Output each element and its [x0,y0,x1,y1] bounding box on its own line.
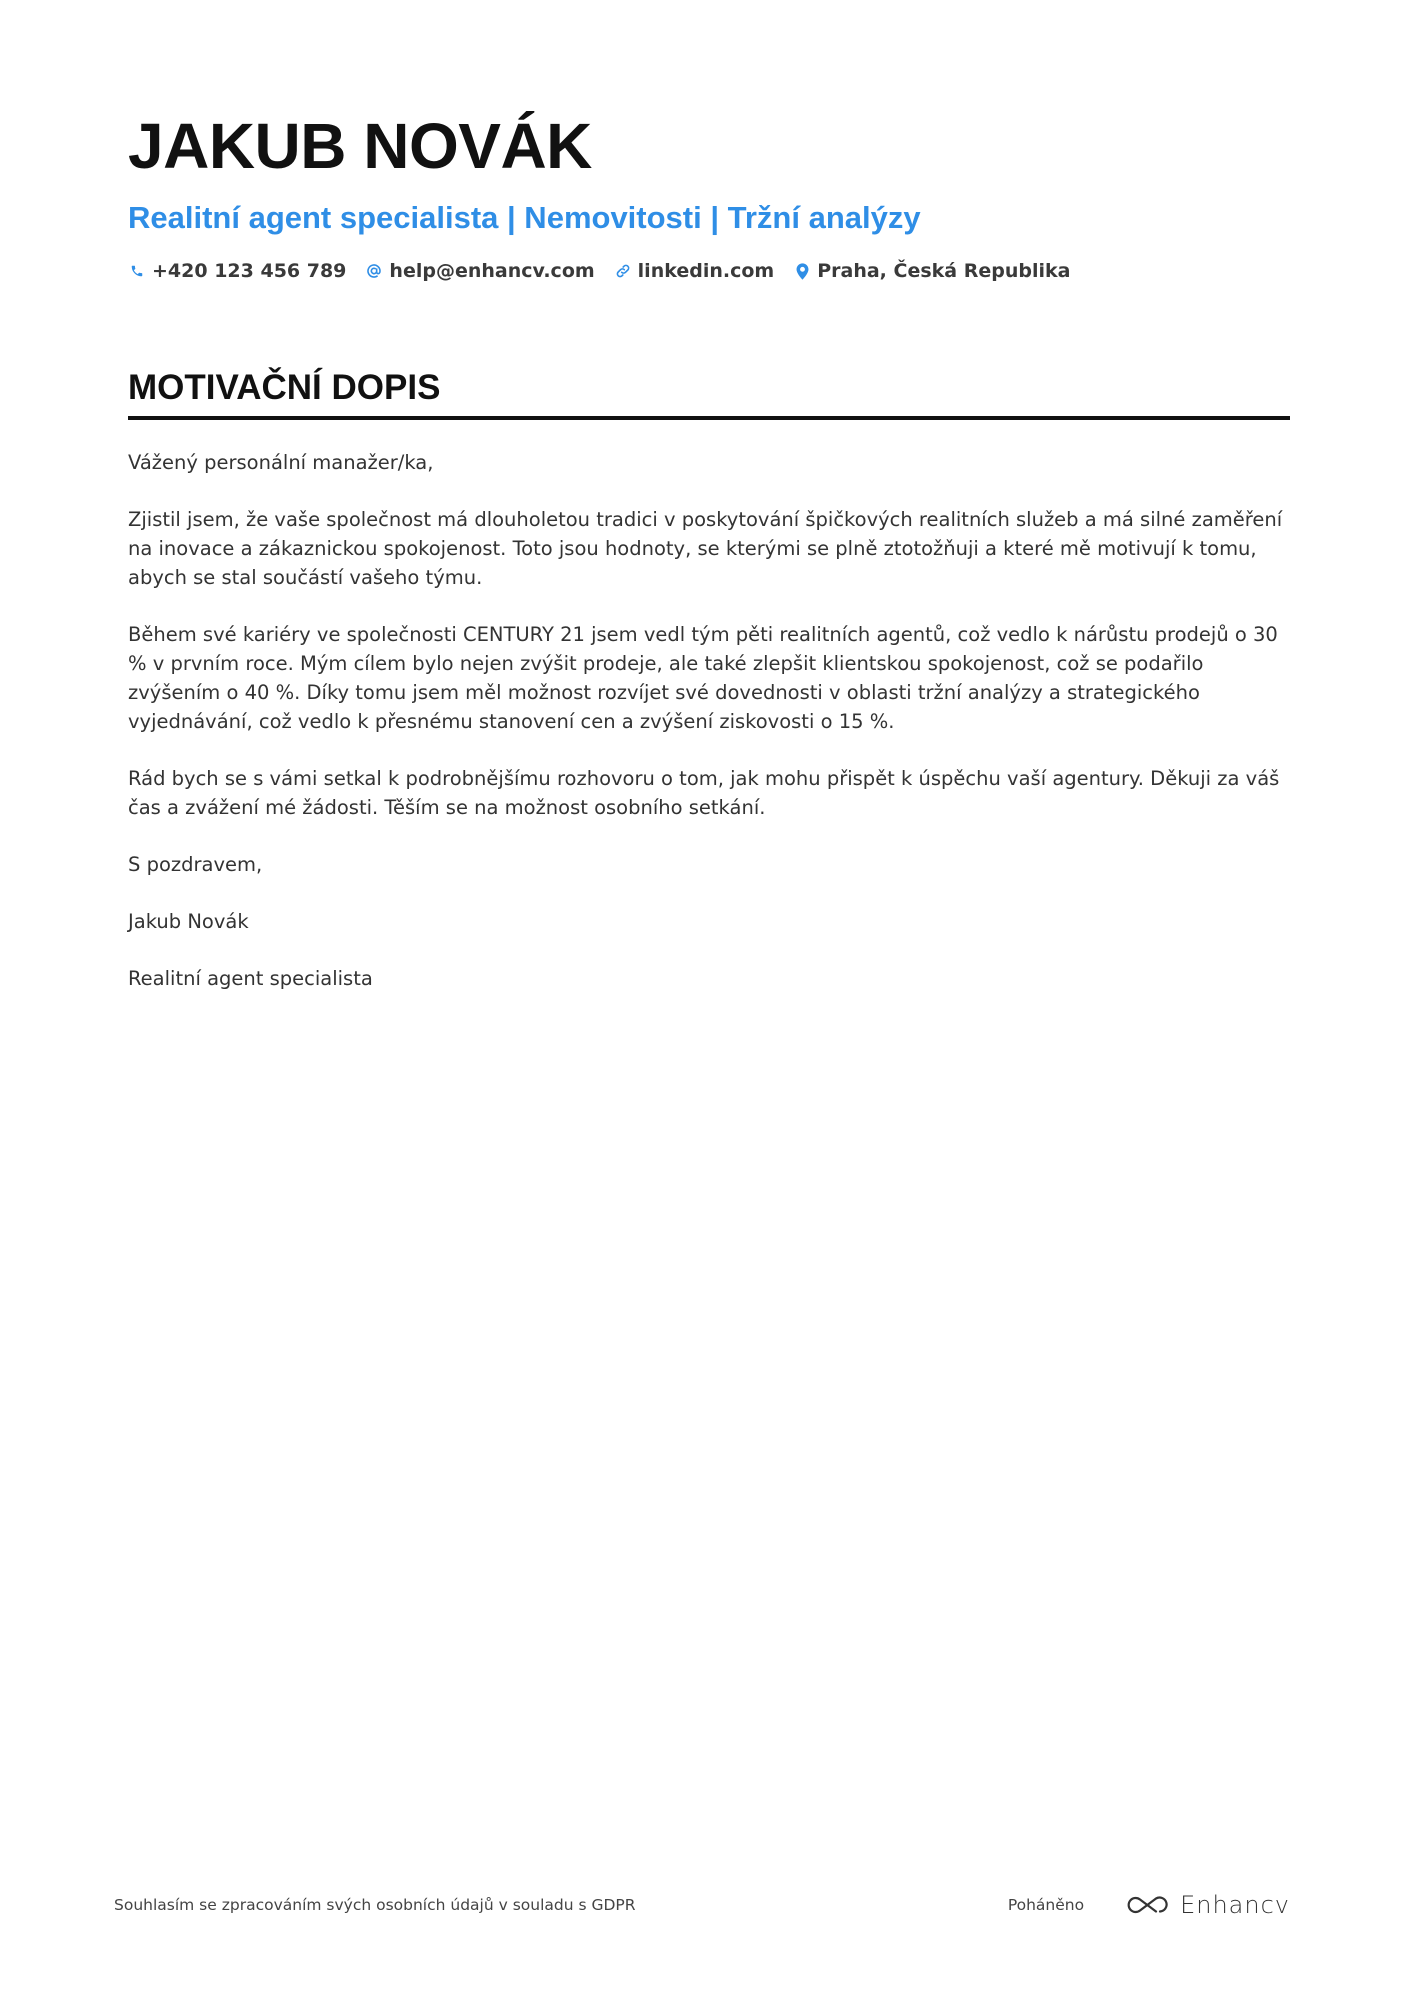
letter-paragraph: Zjistil jsem, že vaše společnost má dlouholetou tradici v poskytování špičkových realitních služeb a má silné zaměření na inovace a zákaznickou spokojenost. Toto jsou hodnoty, se kterými se plně ztotožňuji a které mě motivují k tomu, abych se stal součástí vašeho týmu. [128,508,1283,589]
contact-phone [128,260,346,282]
enhancv-logo-icon [1126,1893,1172,1917]
letter-closing: S pozdravem, [128,853,263,876]
letter-paragraph: Během své kariéry ve společnosti CENTURY 21 jsem vedl tým pěti realitních agentů, což vedlo k nárůstu prodejů o 30 % v prvním roce. Mým cílem bylo nejen zvýšit prodeje, ale také zlepšit klientskou spokojenost, což se podařilo zvýšením o 40 %. Díky tomu jsem měl možnost rozvíjet své dovednosti v oblasti tržní analýzy a strategického vyjednávání, což vedlo k přesnému stanovení cen a zvýšení ziskovosti o 15 %. [128,623,1278,733]
letter-paragraph: Rád bych se s vámi setkal k podrobnějšímu rozhovoru o tom, jak mohu přispět k úspěchu vaší agentury. Děkuji za váš čas a zvážení mé žádosti. Těším se na možnost osobního setkání. [128,767,1280,819]
footer [114,1888,1290,1922]
candidate-headline: Realitní agent specialista | Nemovitosti | Tržní analýzy [128,200,921,235]
gdpr-consent-text: Souhlasím se zpracováním svých osobních údajů v souladu s GDPR [114,1896,636,1914]
location-pin-icon [793,261,811,281]
letter-greeting: Vážený personální manažer/ka, [128,451,434,474]
email-link[interactable]: help@enhancv.com [389,260,595,282]
contact-email[interactable] [365,260,594,282]
location-text: Praha, Česká Republika [817,260,1071,282]
contact-location [793,260,1070,282]
section-title: MOTIVAČNÍ DOPIS [128,368,441,407]
section-divider [128,416,1290,420]
signature-name: Jakub Novák [128,910,249,933]
brand-logo[interactable] [1126,1891,1290,1919]
phone-icon [128,261,146,281]
candidate-name: JAKUB NOVÁK [128,110,592,182]
powered-by [1008,1891,1290,1919]
link-icon [614,261,632,281]
letter-body [128,448,1290,993]
cover-letter-section [128,366,1290,1021]
linkedin-link[interactable]: linkedin.com [637,260,775,282]
brand-name: Enhancv [1180,1891,1290,1919]
signature-title: Realitní agent specialista [128,967,373,990]
at-icon [365,261,383,281]
contact-bar [128,256,1288,286]
powered-by-label: Poháněno [1007,1896,1085,1914]
phone-text: +420 123 456 789 [152,260,347,282]
header [128,108,1288,286]
contact-linkedin[interactable] [614,260,775,282]
